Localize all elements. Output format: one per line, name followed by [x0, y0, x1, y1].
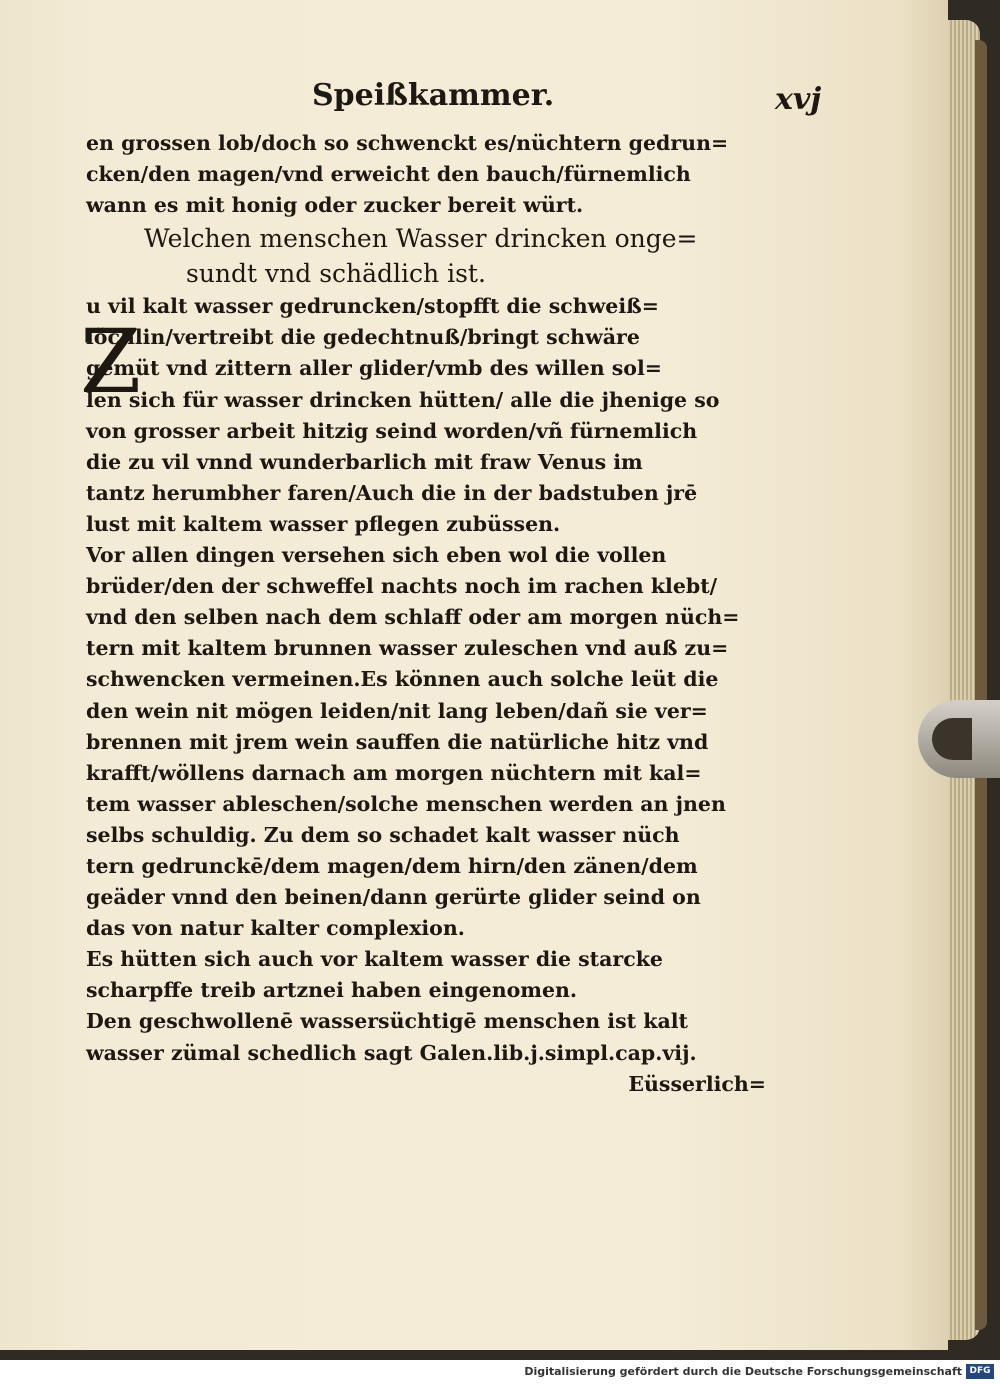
running-head: Speißkammer. — [312, 78, 555, 113]
text-line: schwencken vermeinen.Es können auch solche leüt die — [86, 667, 719, 692]
text-line: tantz herumbher faren/Auch die in der badstuben jrē — [86, 480, 698, 505]
section-heading-line: sundt vnd schädlich ist. — [186, 259, 486, 289]
body-text — [86, 128, 776, 1100]
footer-bar — [0, 1360, 1000, 1384]
text-line: gemüt vnd zittern aller glider/vmb des willen sol= — [86, 356, 662, 381]
section-heading-line: Welchen menschen Wasser drincken onge= — [144, 224, 698, 254]
text-line: brennen mit jrem wein sauffen die natürliche hitz vnd — [86, 729, 709, 754]
clip-opening — [932, 718, 972, 760]
text-line: wasser zümal schedlich sagt Galen.lib.j.simpl.cap.vij. — [86, 1040, 697, 1065]
text-line: tern gedrunckē/dem magen/dem hirn/den zänen/dem — [86, 853, 698, 878]
text-line: en grossen lob/doch so schwenckt es/nüchtern gedrun= — [86, 131, 729, 155]
text-line: vnd den selben nach dem schlaff oder am morgen nüch= — [86, 605, 740, 630]
text-line: den wein nit mögen leiden/nit lang leben/dañ sie ver= — [86, 698, 708, 723]
text-line: das von natur kalter complexion. — [86, 916, 465, 941]
text-line: die zu vil vnnd wunderbarlich mit fraw Venus im — [86, 449, 643, 474]
text-line: scharpffe treib artznei haben eingenomen. — [86, 978, 578, 1003]
text-line: Es hütten sich auch vor kaltem wasser die starcke — [86, 947, 663, 972]
funding-credit: Digitalisierung gefördert durch die Deutsche Forschungsgemeinschaft — [524, 1365, 962, 1378]
text-line: len sich für wasser drincken hütten/ alle die jhenige so — [86, 387, 720, 412]
text-line: geäder vnnd den beinen/dann gerürte glider seind on — [86, 885, 701, 910]
text-line: tem wasser ableschen/solche menschen werden an jnen — [86, 791, 726, 816]
catchword: Eüsserlich= — [628, 1071, 766, 1096]
drop-cap: Z — [80, 310, 142, 413]
text-line: tern mit kaltem brunnen wasser zuleschen vnd auß zu= — [86, 636, 729, 661]
dfg-logo: DFG — [966, 1364, 994, 1379]
text-line: von grosser arbeit hitzig seind worden/vñ fürnemlich — [86, 418, 698, 443]
book-clip — [918, 700, 1000, 778]
text-line: wann es mit honig oder zucker bereit würt. — [86, 193, 584, 218]
text-line: selbs schuldig. Zu dem so schadet kalt wasser nüch — [86, 822, 680, 847]
text-line: Vor allen dingen versehen sich eben wol die vollen — [86, 543, 667, 568]
text-line: u vil kalt wasser gedruncken/stopfft die schweiß= — [86, 294, 659, 319]
bleed-through-text — [780, 360, 930, 1020]
text-line: lust mit kaltem wasser pflegen zubüssen. — [86, 511, 561, 536]
page-edge-shadow — [975, 40, 987, 1330]
text-line: krafft/wöllens darnach am morgen nüchtern mit kal= — [86, 760, 702, 785]
text-line: löchlin/vertreibt die gedechtnuß/bringt schwäre — [86, 325, 640, 350]
text-line: cken/den magen/vnd erweicht den bauch/fürnemlich — [86, 162, 691, 187]
folio-number: xvj — [775, 82, 822, 117]
text-line: brüder/den der schweffel nachts noch im rachen klebt/ — [86, 574, 718, 599]
text-line: Den geschwollenē wassersüchtigē menschen ist kalt — [86, 1009, 688, 1034]
